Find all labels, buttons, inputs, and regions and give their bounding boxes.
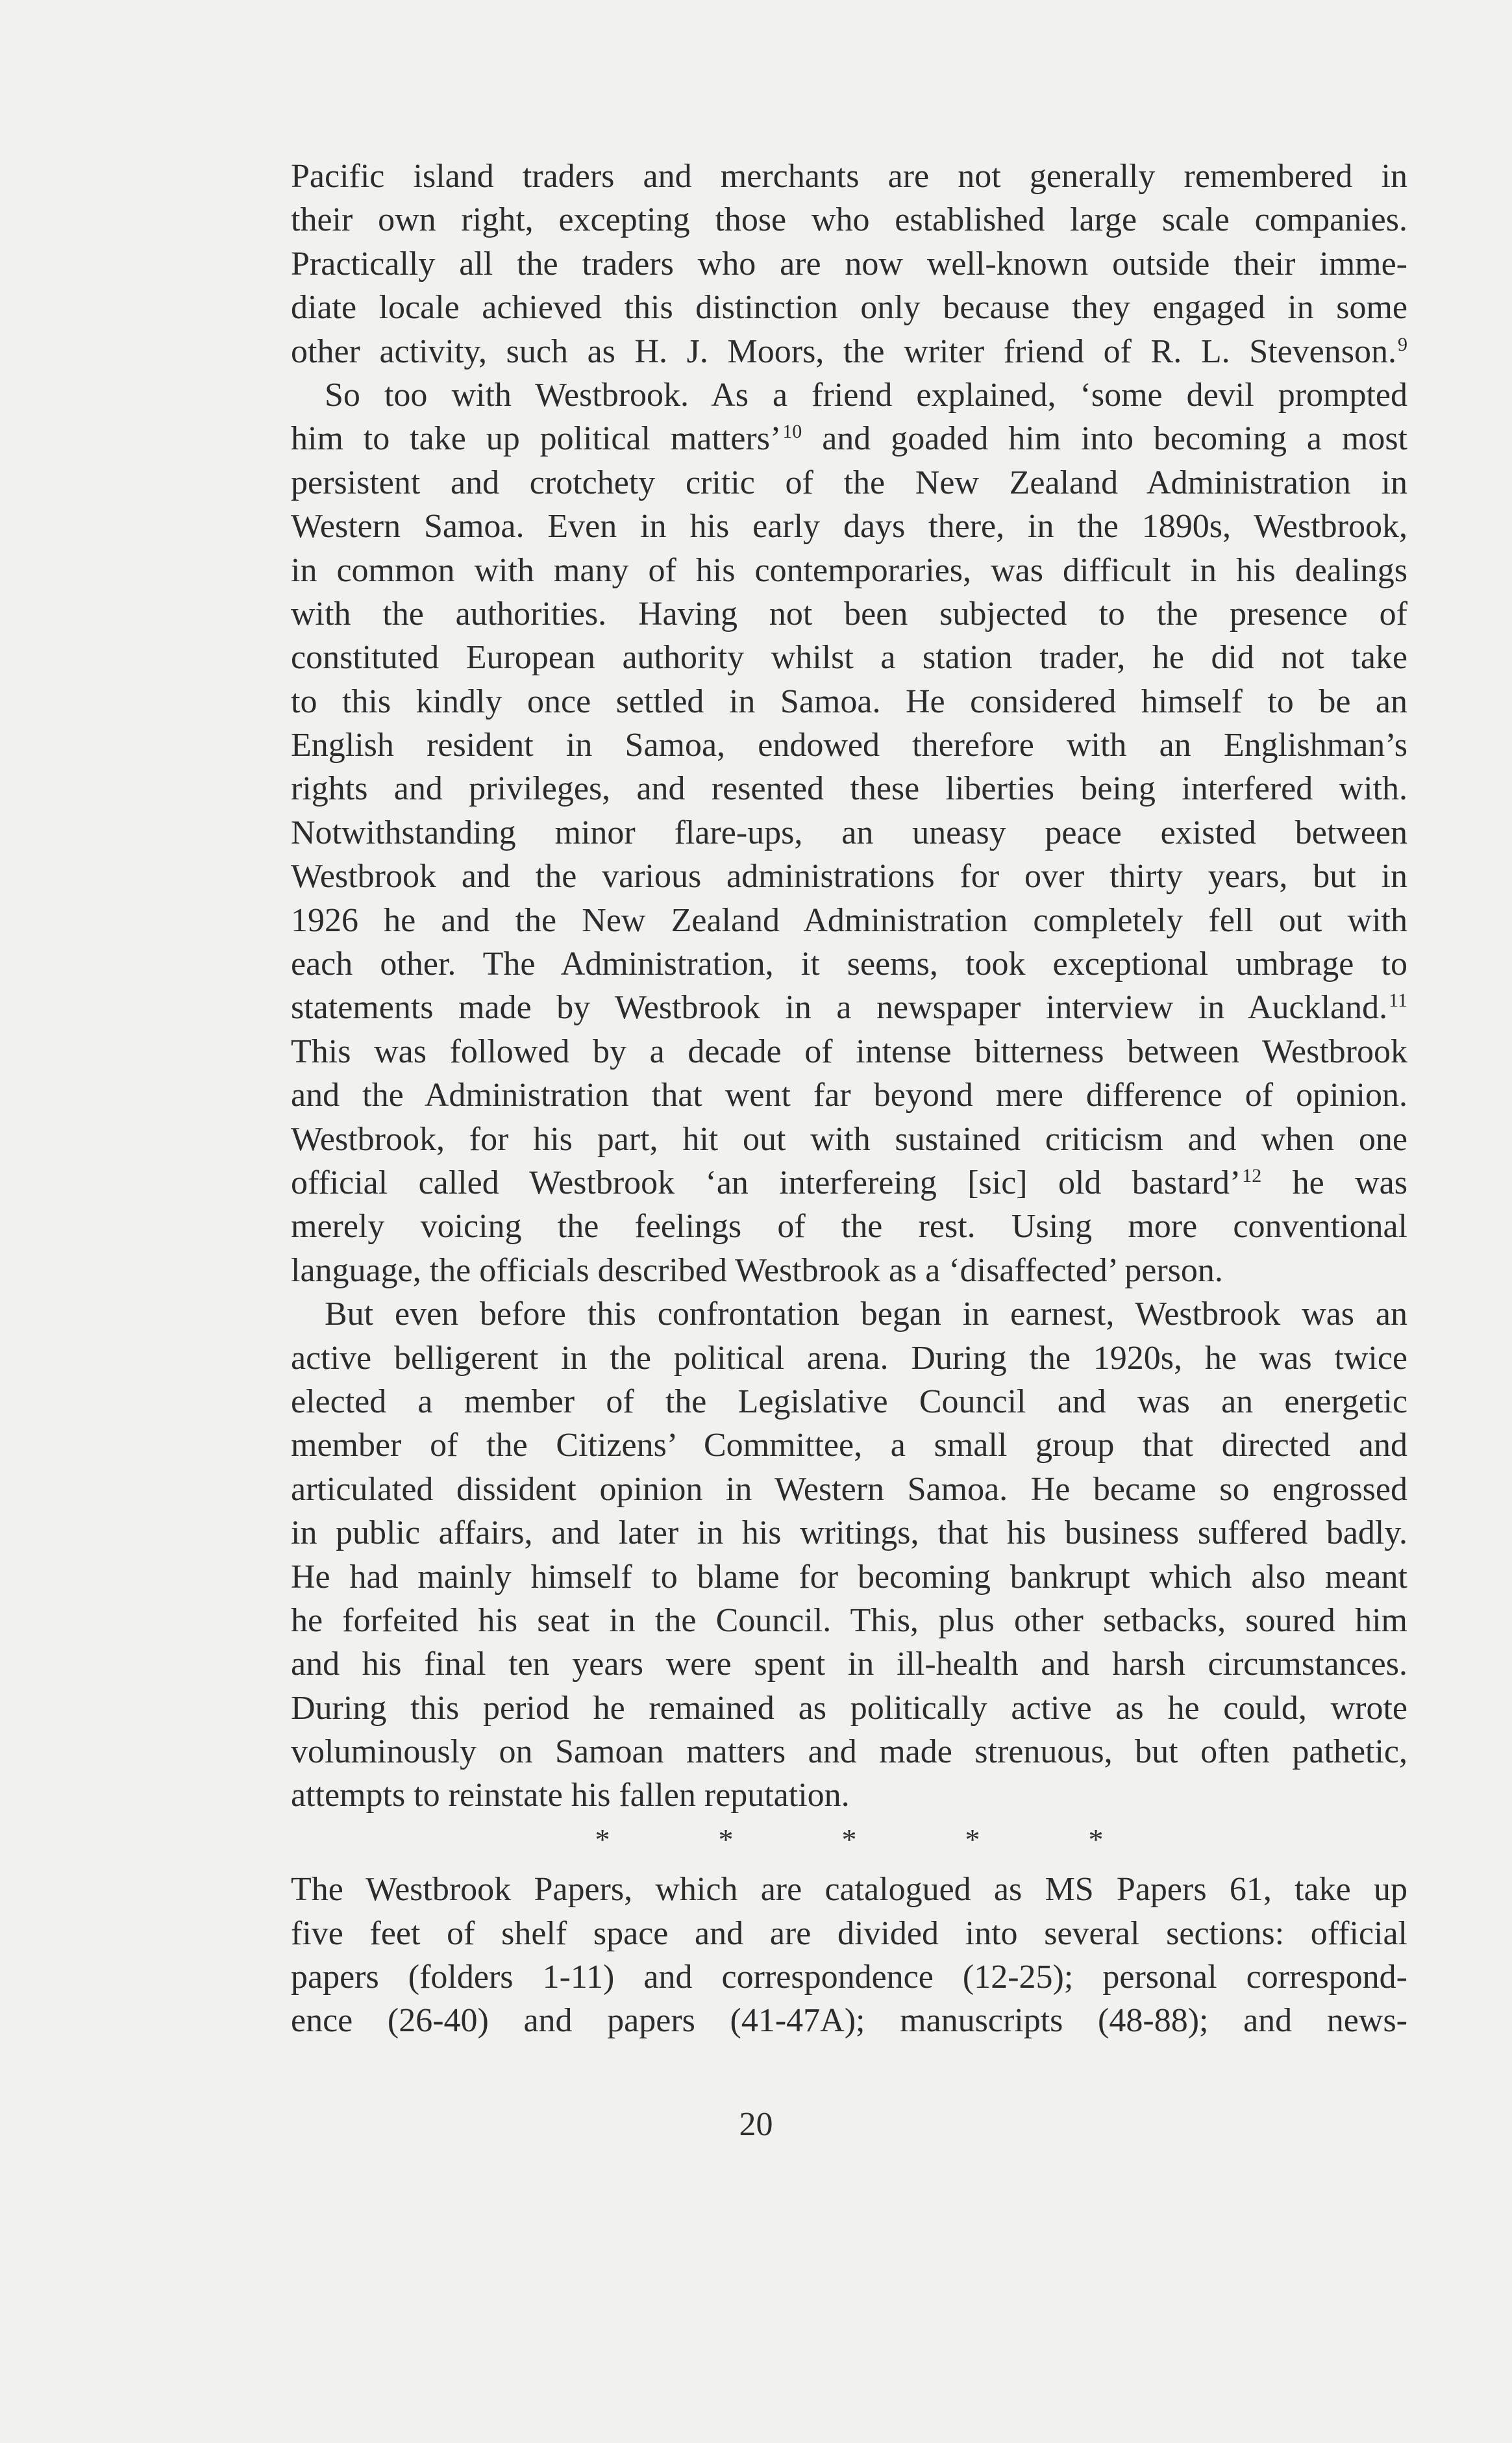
paragraph-1 (291, 155, 1407, 373)
text-line (291, 417, 1407, 460)
text-line: 1926 he and the New Zealand Administration completely fell out with (291, 901, 1407, 939)
footnote-ref: 10 (782, 421, 802, 443)
text-line (291, 1161, 1407, 1205)
text-line: member of the Citizens’ Committee, a small group that directed and (291, 1427, 1407, 1464)
text-line: During this period he remained as politically active as he could, wrote (291, 1689, 1407, 1727)
text-line (291, 986, 1407, 1029)
text-line: So too with Westbrook. As a friend explained, ‘some devil prompted (325, 376, 1407, 414)
text-line: persistent and crotchety critic of the New Zealand Administration in (291, 464, 1407, 501)
text-line: Pacific island traders and merchants are not generally remembered in (291, 158, 1407, 195)
text-fragment: other activity, such as H. J. Moors, the writer friend of R. L. Stevenson. (291, 332, 1396, 370)
text-line: Western Samoa. Even in his early days there, in the 1890s, Westbrook, (291, 508, 1407, 545)
text-line: to this kindly once settled in Samoa. He considered himself to be an (291, 683, 1407, 720)
text-fragment: statements made by Westbrook in a newspaper interview in Auckland. (291, 989, 1388, 1027)
asterisk: * (1088, 1822, 1104, 1856)
body-text (291, 155, 1407, 2043)
text-fragment: he was (1261, 1164, 1408, 1201)
text-line: their own right, excepting those who established large scale companies. (291, 201, 1407, 239)
text-line: Westbrook and the various administrations for over thirty years, but in (291, 858, 1407, 896)
text-fragment: him to take up political matters’ (291, 420, 782, 458)
asterisk: * (841, 1822, 857, 1856)
text-line: diate locale achieved this distinction only because they engaged in some (291, 289, 1407, 327)
text-fragment: and goaded him into becoming a most (802, 420, 1407, 458)
text-line: rights and privileges, and resented these liberties being interfered with. (291, 770, 1407, 808)
text-line: But even before this confrontation began in earnest, Westbrook was an (325, 1296, 1407, 1333)
text-line: papers (folders 1-11) and correspondence (12-25); personal correspond- (291, 1959, 1407, 1996)
text-line: ence (26-40) and papers (41-47A); manuscripts (48-88); and news- (291, 2002, 1407, 2040)
text-line: He had mainly himself to blame for becoming bankrupt which also meant (291, 1558, 1407, 1596)
text-line: elected a member of the Legislative Council and was an energetic (291, 1383, 1407, 1420)
text-line: English resident in Samoa, endowed therefore with an Englishman’s (291, 727, 1407, 764)
paragraph-4 (291, 1868, 1407, 2043)
text-line: voluminously on Samoan matters and made strenuous, but often pathetic, (291, 1733, 1407, 1771)
text-line: he forfeited his seat in the Council. This, plus other setbacks, soured him (291, 1601, 1407, 1639)
text-line: active belligerent in the political arena. During the 1920s, he was twice (291, 1339, 1407, 1377)
text-line: This was followed by a decade of intense bitterness between Westbrook (291, 1033, 1407, 1070)
footnote-ref: 12 (1242, 1164, 1262, 1186)
text-fragment: official called Westbrook ‘an interfereing [sic] old bastard’ (291, 1164, 1241, 1201)
text-line: Practically all the traders who are now well-known outside their imme- (291, 245, 1407, 282)
text-line: in public affairs, and later in his writings, that his business suffered badly. (291, 1514, 1407, 1552)
paragraph-2 (291, 373, 1407, 1292)
footnote-ref: 11 (1389, 990, 1407, 1012)
text-line: merely voicing the feelings of the rest. Using more conventional (291, 1208, 1407, 1246)
text-line: each other. The Administration, it seems, took exceptional umbrage to (291, 946, 1407, 983)
asterisk: * (595, 1822, 610, 1856)
text-line: articulated dissident opinion in Western Samoa. He became so engrossed (291, 1470, 1407, 1508)
text-line: and the Administration that went far beyond mere difference of opinion. (291, 1077, 1407, 1114)
text-line: attempts to reinstate his fallen reputation. (291, 1777, 850, 1814)
paragraph-3 (291, 1292, 1407, 1818)
text-line: and his final ten years were spent in ill-health and harsh circumstances. (291, 1646, 1407, 1683)
asterisk: * (718, 1822, 734, 1856)
asterisk: * (965, 1822, 980, 1856)
text-line: constituted European authority whilst a station trader, he did not take (291, 639, 1407, 677)
text-line: Notwithstanding minor flare-ups, an uneasy peace existed between (291, 814, 1407, 851)
text-line: with the authorities. Having not been subjected to the presence of (291, 595, 1407, 633)
page-number: 20 (739, 2106, 773, 2143)
section-separator (291, 1818, 1407, 1861)
footnote-ref: 9 (1398, 333, 1407, 355)
text-line (291, 330, 1407, 373)
text-line: Westbrook, for his part, hit out with sustained criticism and when one (291, 1120, 1407, 1158)
text-line: in common with many of his contemporaries, was difficult in his dealings (291, 551, 1407, 589)
text-line: The Westbrook Papers, which are catalogued as MS Papers 61, take up (291, 1871, 1407, 1909)
text-line: language, the officials described Westbrook as a ‘disaffected’ person. (291, 1251, 1223, 1289)
text-line: five feet of shelf space and are divided into several sections: official (291, 1914, 1407, 1952)
